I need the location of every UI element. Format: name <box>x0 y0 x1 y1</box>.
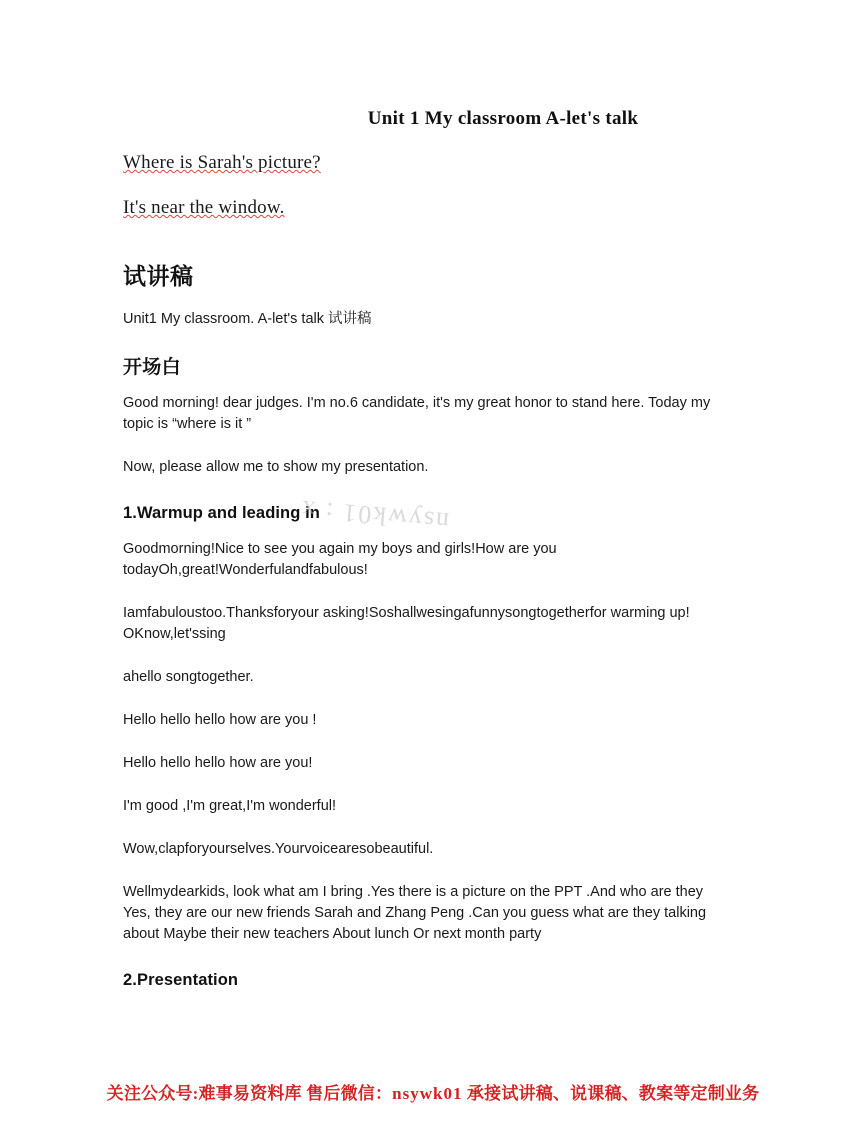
footer-wechat-account: nsywk01 <box>392 1084 463 1103</box>
header-question-text: Where is Sarah's picture? <box>123 152 321 173</box>
footer-banner <box>0 1079 866 1104</box>
header-screenshot-block <box>123 108 763 219</box>
section-2-heading: 2.Presentation <box>123 971 239 990</box>
section-1-paragraph-6: I'm good ,I'm great,I'm wonderful! <box>123 798 337 815</box>
watermark-text: nsywk01 : x <box>298 494 451 537</box>
header-question <box>123 152 763 174</box>
section-1-paragraph-8: Wellmydearkids, look what am I bring .Yes there is a picture on the PPT .And who are they Yes, they are our new friends Sarah and Zhang Peng .Can you guess what are they talking about Maybe their new teachers About lunch Or next month party <box>123 884 707 943</box>
section-1-paragraph-2: Iamfabuloustoo.Thanksforyour asking!Soshallwesingafunnysongtogetherfor warming up! OKnow,let'ssing <box>123 605 690 643</box>
section-1-paragraph-5: Hello hello hello how are you! <box>123 755 313 772</box>
header-answer-text: It's near the window. <box>123 197 285 218</box>
page-title: 试讲稿 <box>123 263 194 289</box>
section-1-paragraph-4: Hello hello hello how are you ! <box>123 712 317 729</box>
footer-text-part1: 关注公众号:难事易资料库 售后微信： <box>106 1084 393 1103</box>
section-1-heading: 1.Warmup and leading in <box>123 504 320 523</box>
section-1-paragraph-7: Wow,clapforyourselves.Yourvoicearesobeautiful. <box>123 841 434 858</box>
opening-heading: 开场白 <box>123 357 181 379</box>
document-body <box>123 258 733 1006</box>
opening-paragraph-1: Good morning! dear judges. I'm no.6 candidate, it's my great honor to stand here. Today my topic is “where is it ” <box>123 395 711 433</box>
unit-title: Unit 1 My classroom A-let's talk <box>367 108 639 129</box>
header-answer <box>123 197 763 219</box>
section-1-paragraph-3: ahello songtogether. <box>123 669 254 686</box>
section-1-paragraph-1: Goodmorning!Nice to see you again my boys and girls!How are you todayOh,great!Wonderfulandfabulous! <box>123 541 557 579</box>
intro-line: Unit1 My classroom. A-let's talk 试讲稿 <box>123 311 372 327</box>
footer-text-part2: 承接试讲稿、说课稿、教案等定制业务 <box>462 1084 760 1103</box>
opening-paragraph-2: Now, please allow me to show my presentation. <box>123 459 429 476</box>
